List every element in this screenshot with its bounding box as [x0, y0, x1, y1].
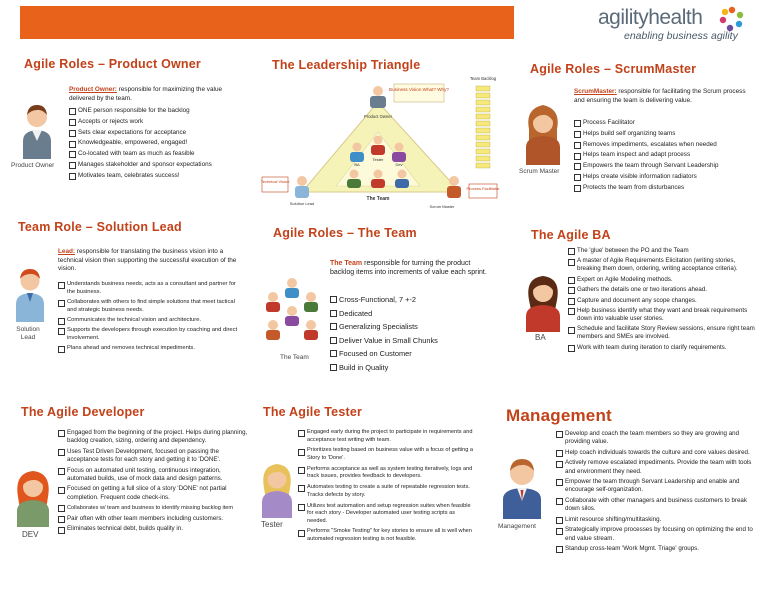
tester-persona: Tester — [261, 520, 283, 529]
agile-ba-list — [568, 247, 758, 354]
list-item: Develop and coach the team members so they are growing and providing value. — [556, 430, 756, 446]
list-item: Generalizing Specialists — [330, 322, 500, 331]
leadership-the-team: The Team — [366, 196, 390, 202]
list-item: Focused on Customer — [330, 349, 500, 358]
list-item: Automates testing to create a suite of repeatable regression tests. Tracks defects by story. — [298, 484, 476, 499]
list-item: Cross-Functional, 7 +-2 — [330, 295, 500, 304]
the-team-role-label: The Team — [330, 260, 363, 267]
leadership-triangle-diagram — [260, 74, 500, 210]
scrum-master-list — [574, 119, 754, 195]
list-item: Utilizes test automation and setup regression suites when feasible for each story - Developer automated user testing scripts as needed. — [298, 503, 476, 526]
list-item: Performs "Smoke Testing" for key stories to ensure all is well when automated regression testing is not feasible. — [298, 528, 476, 543]
product-owner-list — [69, 107, 244, 183]
solution-lead-role-label: Lead: — [58, 248, 76, 255]
list-item: Eliminates technical debt, builds quality in. — [58, 525, 248, 533]
list-item: Process Facilitator — [574, 119, 754, 127]
list-item: Expert on Agile Modeling methods. — [568, 276, 758, 284]
list-item: Removes impediments, escalates when needed — [574, 141, 754, 149]
list-item: ONE person responsible for the backlog — [69, 107, 244, 115]
list-item: The 'glue' between the PO and the Team — [568, 247, 758, 255]
leadership-tester-label: Tester — [372, 157, 384, 162]
list-item: Actively remove escalated impediments. Provide the team with tools and environment they need. — [556, 459, 756, 475]
list-item: Prioritizes testing based on business value with a focus of getting a Story to 'Done'. — [298, 447, 476, 462]
solution-lead-role-desc: responsible for translating the business vision into a technical vision then supporting the successful execution of the vision. — [58, 248, 237, 273]
list-item: Plans ahead and removes technical impediments. — [58, 345, 238, 353]
developer-list — [58, 429, 248, 536]
list-item: Limit resource shifting/multitasking. — [556, 516, 756, 524]
list-item: Sets clear expectations for acceptance — [69, 129, 244, 137]
leadership-team-backlog: Team Backlog — [469, 76, 497, 81]
list-item: Co-located with team as much as feasible — [69, 150, 244, 158]
tester-title: The Agile Tester — [263, 405, 363, 419]
list-item: Capture and document any scope changes. — [568, 297, 758, 305]
leadership-dev-label: Dev — [395, 162, 403, 167]
the-team-desc — [330, 259, 495, 278]
tester-list — [298, 429, 476, 547]
list-item: Focus on automated unit testing, continuous integration, automated builds, use of mock data and design patterns. — [58, 467, 248, 483]
list-item: Empower the team through Servant Leadership and enable and encourage self-organization. — [556, 478, 756, 494]
brand-mark-icon — [719, 6, 745, 32]
brand-name: agilityhealth — [598, 6, 703, 29]
list-item: Pair often with other team members including customers. — [58, 515, 248, 523]
the-team-persona: The Team — [280, 354, 309, 361]
list-item: Engaged from the beginning of the project. Helps during planning, backlog creation, sizing, ordering and dependency. — [58, 429, 248, 445]
the-team-role-desc: responsible for turning the product backlog items into increments of value each sprint. — [330, 260, 487, 277]
solution-lead-persona: Solution Lead — [16, 326, 40, 341]
ba-persona: BA — [535, 333, 546, 342]
list-item: Performs acceptance as well as system testing iteratively, logs and track issues, provides feedback to developers. — [298, 466, 476, 481]
the-team-list — [330, 295, 500, 376]
solution-lead-desc — [58, 248, 238, 274]
management-persona: Management — [498, 523, 536, 530]
scrum-master-persona: Scrum Master — [519, 168, 560, 175]
list-item: Deliver Value in Small Chunks — [330, 336, 500, 345]
leadership-technical-vision: Technical Vision — [260, 179, 290, 184]
list-item: Help coach individuals towards the culture and core values desired. — [556, 449, 756, 457]
scrum-master-desc — [574, 88, 752, 105]
the-team-title: Agile Roles – The Team — [273, 226, 417, 240]
leadership-solution-lead: Solution Lead — [289, 201, 315, 206]
list-item: Strategically improve processes by focusing on optimizing the end to end value stream. — [556, 526, 756, 542]
list-item: Understands business needs, acts as a consultant and partner for the business. — [58, 281, 238, 297]
list-item: Supports the developers through execution by coaching and direct involvement. — [58, 327, 238, 343]
list-item: Dedicated — [330, 309, 500, 318]
management-list — [556, 430, 756, 556]
developer-title: The Agile Developer — [21, 405, 145, 419]
list-item: Standup cross-team 'Work Mgmt. Triage' groups. — [556, 545, 756, 553]
list-item: Collaborates with others to find simple solutions that meet tactical and strategic business needs. — [58, 299, 238, 315]
list-item: Helps create visible information radiators — [574, 173, 754, 181]
agile-ba-title: The Agile BA — [531, 228, 611, 242]
leadership-po-label: Product Owner — [364, 114, 392, 119]
leadership-ba-label: BA — [354, 162, 360, 167]
list-item: Build in Quality — [330, 363, 500, 372]
list-item: Helps team inspect and adapt process — [574, 151, 754, 159]
solution-lead-avatar-icon — [12, 262, 48, 322]
product-owner-avatar-icon — [17, 97, 57, 159]
list-item: Manages stakeholder and sponsor expectations — [69, 161, 244, 169]
scrum-master-avatar-icon — [521, 99, 565, 165]
list-item: Knowledgeable, empowered, engaged! — [69, 139, 244, 147]
product-owner-role-label: Product Owner: — [69, 86, 117, 93]
scrum-master-role-label: ScrumMaster: — [574, 88, 617, 95]
developer-persona: DEV — [22, 530, 39, 539]
developer-avatar-icon — [12, 465, 54, 527]
tester-avatar-icon — [258, 458, 296, 518]
team-backlog-stack-icon — [476, 86, 490, 168]
leadership-scrum-master: Scrum Master — [429, 204, 455, 209]
management-avatar-icon — [497, 449, 547, 519]
product-owner-persona: Product Owner — [11, 162, 55, 169]
list-item: Work with team during iteration to clarify requirements. — [568, 344, 758, 352]
brand-logo — [598, 6, 748, 44]
leadership-triangle-title: The Leadership Triangle — [272, 58, 421, 72]
list-item: A master of Agile Requirements Elicitation (writing stories, breaking them down, ordering, writing acceptance criteria). — [568, 257, 758, 273]
scrum-master-title: Agile Roles – ScrumMaster — [530, 62, 697, 76]
list-item: Protects the team from disturbances — [574, 184, 754, 192]
list-item: Accepts or rejects work — [69, 118, 244, 126]
the-team-avatar-icon — [259, 275, 325, 349]
list-item: Helps build self organizing teams — [574, 130, 754, 138]
solution-lead-list — [58, 281, 238, 355]
product-owner-title: Agile Roles – Product Owner — [24, 57, 201, 71]
list-item: Empowers the team through Servant Leadership — [574, 162, 754, 170]
list-item: Help business identify what they want and break requirements down into valuable user stories. — [568, 307, 758, 323]
list-item: Communicates the technical vision and architecture. — [58, 317, 238, 325]
scrum-master-role-desc: responsible for facilitating the Scrum process and ensuring the team is delivering value. — [574, 88, 746, 104]
product-owner-role-desc: responsible for maximizing the value delivered by the team. — [69, 86, 223, 102]
list-item: Collaborate with other managers and business customers to break down silos. — [556, 497, 756, 513]
list-item: Schedule and facilitate Story Review sessions, ensure right team members and SMEs are involved. — [568, 325, 758, 341]
list-item: Gathers the details one or two iterations ahead. — [568, 286, 758, 294]
leadership-po-body — [370, 96, 386, 108]
ba-avatar-icon — [521, 270, 565, 332]
product-owner-desc — [69, 86, 239, 103]
management-title: Management — [506, 406, 612, 425]
list-item: Engaged early during the project to participate in requirements and acceptance test writing with team. — [298, 429, 476, 444]
leadership-process-facilitator: Process Facilitator — [466, 186, 500, 191]
brand-tagline: enabling business agility — [624, 30, 738, 42]
list-item: Uses Test Driven Development, focused on passing the acceptance tests for each story and getting it to 'DONE'. — [58, 448, 248, 464]
leadership-po-head — [373, 86, 383, 96]
solution-lead-title: Team Role – Solution Lead — [18, 220, 182, 234]
list-item: Collaborates w/ team and business to identify missing backlog item — [58, 504, 248, 512]
leadership-business-vision: Business Vision What? Why? — [389, 87, 449, 92]
list-item: Focused on getting a full slice of a story 'DONE' not partial completion. Frequent code check-ins. — [58, 485, 248, 501]
list-item: Motivates team, celebrates success! — [69, 172, 244, 180]
header-banner — [20, 6, 514, 39]
